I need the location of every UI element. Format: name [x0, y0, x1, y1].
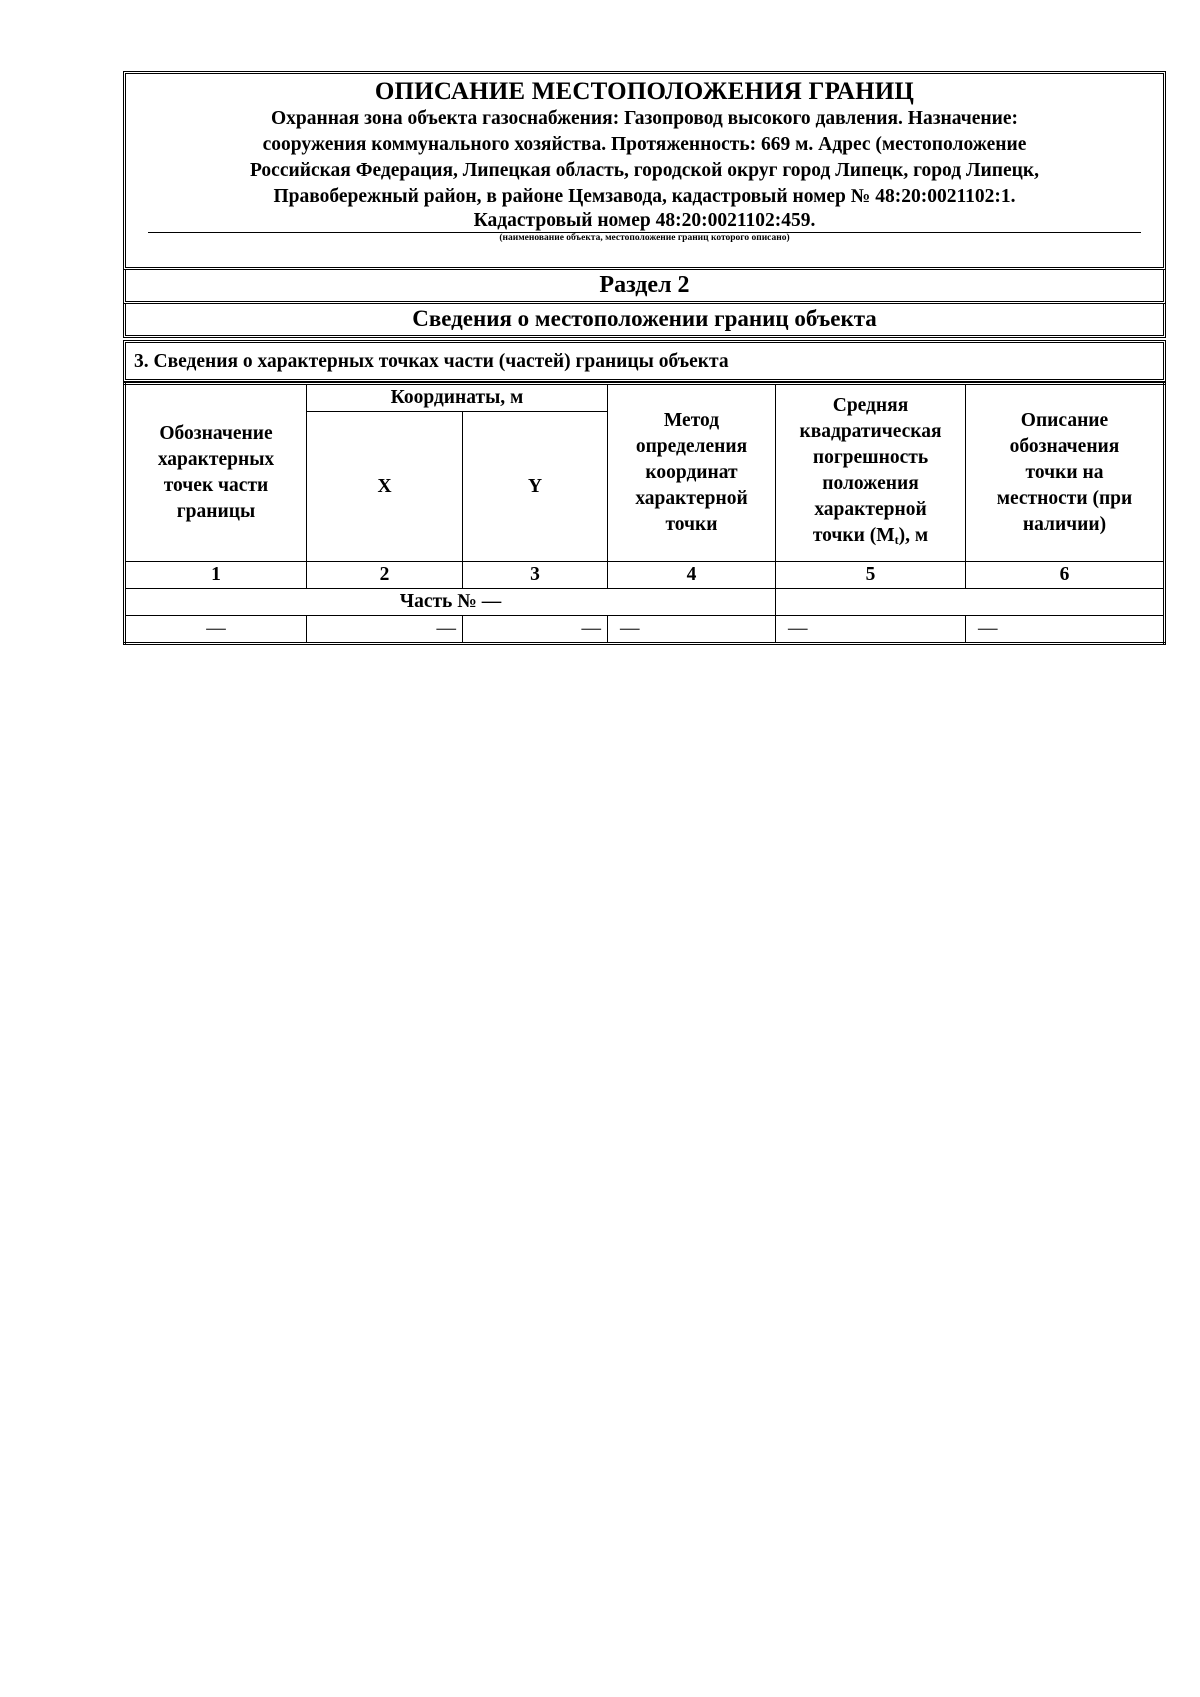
column-number: 6: [966, 562, 1165, 589]
document-header: [123, 71, 1166, 270]
object-description-line: Российская Федерация, Липецкая область, городской округ город Липецк, город Липецк,: [250, 160, 1039, 181]
object-description-line: Охранная зона объекта газоснабжения: Газопровод высокого давления. Назначение:: [270, 108, 1019, 129]
part-label: Часть № —: [125, 589, 776, 616]
points-section-title: 3. Сведения о характерных точках части (частей) границы объекта: [123, 340, 1166, 382]
header-coordinates: Координаты, м: [307, 384, 608, 412]
column-number: 5: [776, 562, 966, 589]
header-mean-error: Средняя квадратическая погрешность положения характерной точки $(M_t)$, м: [776, 384, 966, 562]
column-number: 3: [463, 562, 608, 589]
boundary-description-document: [123, 71, 1166, 645]
cell-y: —: [463, 616, 608, 644]
column-number: 4: [608, 562, 776, 589]
cell-method: —: [608, 616, 776, 644]
object-description-line: Правобережный район, в районе Цемзавода, кадастровый номер № 48:20:0021102:1.: [273, 186, 1016, 207]
header-y: Y: [463, 412, 608, 562]
object-description: [144, 106, 1145, 232]
table-row: [125, 616, 1165, 644]
cell-x: —: [307, 616, 463, 644]
section-name: Сведения о местоположении границ объекта: [123, 304, 1166, 338]
object-description-line: Кадастровый номер 48:20:0021102:459.: [473, 210, 816, 231]
column-number: 2: [307, 562, 463, 589]
column-number: 1: [125, 562, 307, 589]
cell-error: —: [776, 616, 966, 644]
column-numbers-row: [125, 562, 1165, 589]
part-row: [125, 589, 1165, 616]
header-x: X: [307, 412, 463, 562]
object-caption: (наименование объекта, местоположение границ которого описано): [499, 233, 790, 243]
cell-point: —: [125, 616, 307, 644]
header-method: Метод определения координат характерной точки: [608, 384, 776, 562]
points-table: [123, 382, 1166, 645]
document-title: ОПИСАНИЕ МЕСТОПОЛОЖЕНИЯ ГРАНИЦ: [374, 78, 915, 105]
object-description-line: сооружения коммунального хозяйства. Протяженность: 669 м. Адрес (местоположение: [262, 134, 1027, 155]
part-empty-cell: [776, 589, 1165, 616]
header-location-description: Описание обозначения точки на местности (при наличии): [966, 384, 1165, 562]
header-point-designation: Обозначение характерных точек части границы: [125, 384, 307, 562]
section-number: Раздел 2: [123, 270, 1166, 304]
cell-description: —: [966, 616, 1165, 644]
